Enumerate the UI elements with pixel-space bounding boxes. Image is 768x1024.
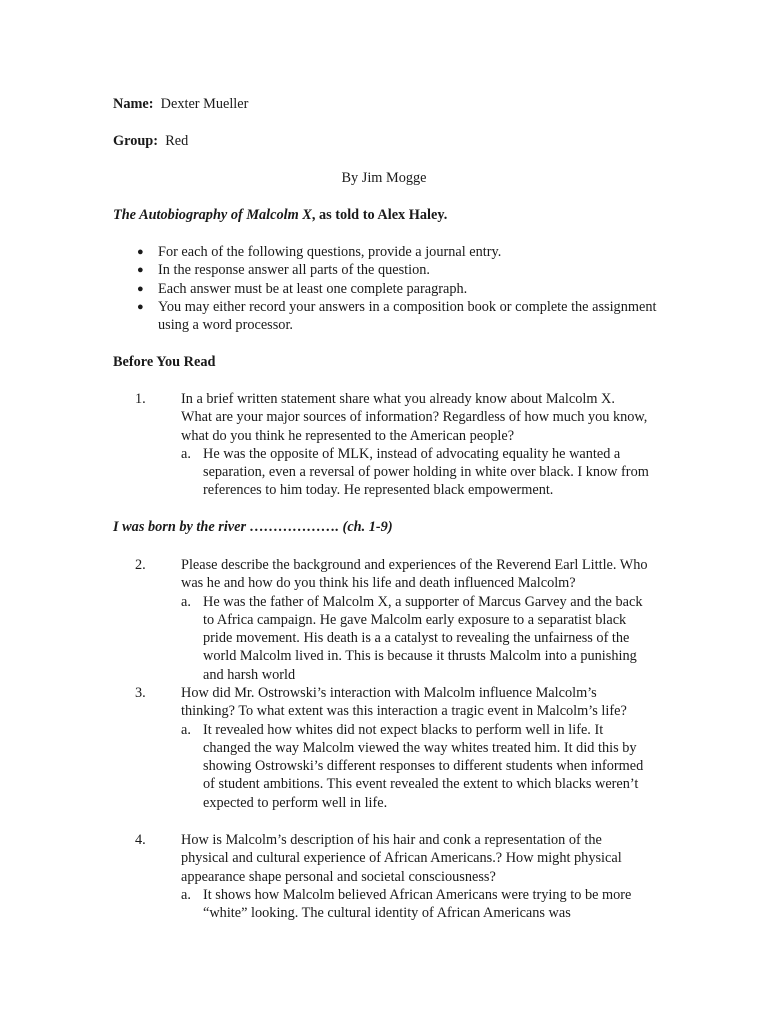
instruction-item: ● In the response answer all parts of the question. — [137, 262, 430, 279]
answer — [181, 721, 649, 812]
section-heading-chapter: I was born by the river ………………. (ch. 1-9) — [113, 519, 393, 535]
answer-letter: a. — [181, 886, 191, 903]
name-label: Name: — [113, 96, 154, 112]
question-text: Please describe the background and experiences of the Reverend Earl Little. Who was he and how do you think his life and death influenced Malcolm? — [181, 557, 648, 592]
bullet-icon: ● — [137, 300, 144, 313]
question-1 — [135, 390, 655, 500]
group-label: Group: — [113, 133, 159, 149]
book-title-rest: , as told to Alex Haley. — [311, 207, 448, 223]
instruction-item: ● Each answer must be at least one complete paragraph. — [137, 280, 468, 297]
section-heading-before-you-read: Before You Read — [113, 354, 216, 370]
name-field — [113, 95, 248, 113]
book-title-italic: The Autobiography of Malcolm X — [113, 207, 312, 223]
instruction-item: ● For each of the following questions, provide a journal entry. — [137, 244, 502, 260]
answer-text: It shows how Malcolm believed African Americans were trying to be more “white” looking. The cultural identity of African Americans was — [203, 886, 632, 922]
name-value: Dexter Mueller — [160, 96, 249, 112]
answer — [181, 593, 649, 684]
question-text: How is Malcolm’s description of his hair and conk a representation of the physical and cultural experience of African Americans.? How might physical appearance shape personal and societal consciousness? — [181, 832, 622, 885]
question-number: 3. — [135, 685, 146, 701]
answer-text: He was the opposite of MLK, instead of advocating equality he wanted a separation, even a reversal of power holding in white over black. I know from references to him today. He represented black empowerment. — [203, 445, 649, 499]
answer-text: He was the father of Malcolm X, a supporter of Marcus Garvey and the back to Africa campaign. He gave Malcolm early exposure to a separatist black pride movement. His death is a a catalyst to revealing the unfairness of the world Malcolm lived in. This is because it thrusts Malcolm into a punishing and harsh world — [203, 593, 643, 683]
bullet-icon: ● — [137, 246, 144, 258]
question-number: 2. — [135, 557, 146, 573]
question-text: In a brief written statement share what you already know about Malcolm X. What are your major sources of information? Regardless of how much you know, what do you think he represented to the American people? — [181, 391, 648, 444]
instructions-list — [113, 243, 673, 334]
question-number: 1. — [135, 391, 146, 407]
group-field — [113, 132, 188, 150]
book-title — [113, 206, 447, 224]
question-4 — [135, 831, 655, 922]
question-text: How did Mr. Ostrowski’s interaction with Malcolm influence Malcolm’s thinking? To what extent was this interaction a tragic event in Malcolm’s life? — [181, 685, 627, 720]
answer-letter: a. — [181, 445, 191, 462]
question-2 — [135, 556, 655, 684]
answer-text: It revealed how whites did not expect blacks to perform well in life. It changed the way Malcolm viewed the way whites treated him. It did this by showing Ostrowski’s different responses to different students when informed of student ambitions. This event revealed the extent to which blacks weren’t expected to perform well in life. — [203, 721, 644, 811]
answer-letter: a. — [181, 593, 191, 610]
byline: By Jim Mogge — [341, 170, 427, 186]
question-number: 4. — [135, 832, 146, 848]
answer — [181, 445, 649, 500]
instruction-item: ● You may either record your answers in a composition book or complete the assignment using a word processor. — [137, 298, 657, 334]
bullet-icon: ● — [137, 264, 144, 277]
group-value: Red — [165, 133, 189, 149]
question-3 — [135, 684, 655, 812]
answer-letter: a. — [181, 721, 191, 738]
bullet-icon: ● — [137, 282, 144, 295]
answer — [181, 886, 649, 923]
